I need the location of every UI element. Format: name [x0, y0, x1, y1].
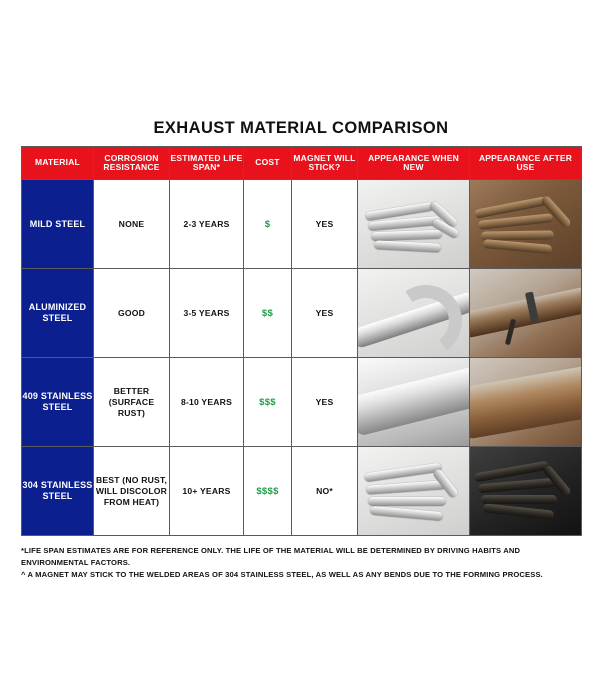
cell-magnet: YES — [292, 180, 358, 269]
exhaust-material-comparison-table — [21, 146, 582, 536]
cell-magnet: NO* — [292, 447, 358, 536]
chart-title: EXHAUST MATERIAL COMPARISON — [153, 119, 449, 138]
cell-corrosion-resistance: NONE — [94, 180, 170, 269]
shiny-silver-exhaust-header-photo — [358, 180, 469, 268]
cell-corrosion-resistance: BEST (NO RUST, WILL DISCOLOR FROM HEAT) — [94, 447, 170, 536]
cell-material: MILD STEEL — [22, 180, 94, 269]
cell-life-span: 3-5 YEARS — [170, 269, 244, 358]
table-row — [22, 447, 582, 536]
cell-appearance-new — [358, 358, 470, 447]
cell-life-span: 2-3 YEARS — [170, 180, 244, 269]
cell-corrosion-resistance: BETTER (SURFACE RUST) — [94, 358, 170, 447]
gray-bent-exhaust-pipe-photo — [358, 269, 469, 357]
table-row — [22, 358, 582, 447]
footnotes — [21, 545, 581, 580]
column-header-corrosion-resistance: CORROSION RESISTANCE — [94, 147, 170, 180]
table-header — [22, 147, 582, 180]
table-row — [22, 180, 582, 269]
cell-appearance-after-use — [470, 269, 582, 358]
cell-corrosion-resistance: GOOD — [94, 269, 170, 358]
column-header-material: MATERIAL — [22, 147, 94, 180]
stainless-long-tube-header-photo — [358, 447, 469, 535]
cell-cost: $$$ — [244, 358, 292, 447]
cell-appearance-after-use — [470, 447, 582, 536]
table-row — [22, 269, 582, 358]
rusted-exhaust-pipe-with-clamp-photo — [470, 269, 581, 357]
column-header-appearance-new: APPEARANCE WHEN NEW — [358, 147, 470, 180]
cell-material: 409 STAINLESS STEEL — [22, 358, 94, 447]
cell-cost: $$$$ — [244, 447, 292, 536]
rusted-brown-exhaust-header-photo — [470, 180, 581, 268]
footnote-magnet: ^ A MAGNET MAY STICK TO THE WELDED AREAS OF 304 STAINLESS STEEL, AS WELL AS ANY BENDS DUE TO THE FORMING PROCESS. — [21, 569, 543, 579]
column-header-cost: COST — [244, 147, 292, 180]
polished-stainless-pipe-photo — [358, 358, 469, 446]
table-body — [22, 180, 582, 536]
footnote-life-span: *LIFE SPAN ESTIMATES ARE FOR REFERENCE ONLY. THE LIFE OF THE MATERIAL WILL BE DETERMINED BY DRIVING HABITS AND ENVIRONMENTAL FACTORS. — [21, 546, 521, 568]
cell-appearance-after-use — [470, 358, 582, 447]
cell-appearance-new — [358, 269, 470, 358]
column-header-life-span: ESTIMATED LIFE SPAN* — [170, 147, 244, 180]
chart-inner — [21, 119, 581, 580]
cell-appearance-after-use — [470, 180, 582, 269]
cell-life-span: 10+ YEARS — [170, 447, 244, 536]
table-header-row — [22, 147, 582, 180]
cell-cost: $$ — [244, 269, 292, 358]
heat-discolored-stainless-header-photo — [470, 447, 581, 535]
cell-magnet: YES — [292, 358, 358, 447]
cell-cost: $ — [244, 180, 292, 269]
cell-magnet: YES — [292, 269, 358, 358]
cell-material: ALUMINIZED STEEL — [22, 269, 94, 358]
column-header-appearance-after-use: APPEARANCE AFTER USE — [470, 147, 582, 180]
cell-life-span: 8-10 YEARS — [170, 358, 244, 447]
cell-appearance-new — [358, 447, 470, 536]
cell-appearance-new — [358, 180, 470, 269]
column-header-magnet: MAGNET WILL STICK? — [292, 147, 358, 180]
cell-material: 304 STAINLESS STEEL — [22, 447, 94, 536]
surface-rusted-stainless-pipe-photo — [470, 358, 581, 446]
